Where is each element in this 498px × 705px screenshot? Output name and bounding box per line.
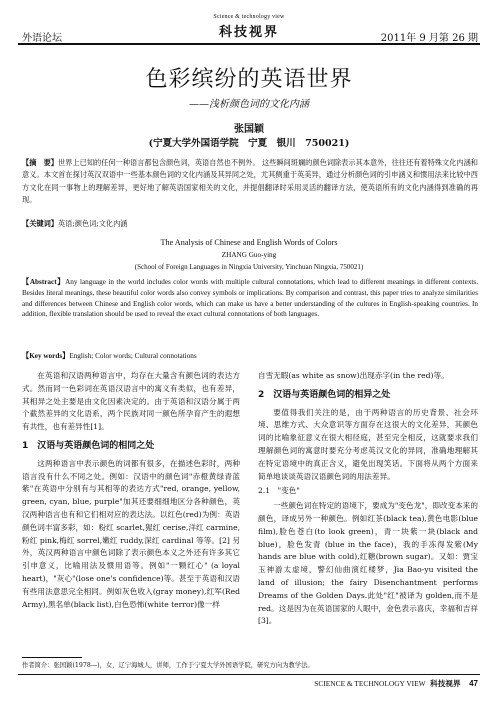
header-issue: 2011年 9 月第 26 期 (380, 33, 478, 44)
page-number: 47 (469, 679, 478, 688)
header-journal-en: Science & technology view (213, 14, 285, 20)
article-affiliation: (宁夏大学外国语学院 宁夏 银川 750021) (148, 138, 350, 149)
cn-keywords-text: 英语;颜色词;文化内涵 (57, 219, 128, 228)
footer-journal-en: SCIENCE & TECHNOLOGY VIEW (314, 679, 426, 688)
cn-keywords-label: 【关键词】 (22, 219, 58, 228)
en-keywords (22, 351, 478, 361)
en-title: The Analysis of Chinese and English Words of Colors (160, 238, 338, 247)
en-abstract-text: Any language in the world includes color words with multiple cultural connotations, which lead to different meanings in different contexts. Besides literal meanings, these beautiful color words also convey symbols or implications. By comparison and contrast, this paper tries to analyze similarities and differences between Chinese and English color words, which can make us have a better understanding of the cultures in English-speaking countries. In addition, flexible translation should be used to reveal the exact cultural connotations of both languages. (22, 278, 479, 319)
article-author: 张国颖 (234, 124, 264, 135)
body-paragraph: 这两种语言中表示颜色的词都有很多，在描述色彩时，两种语言没有什么不同之处。例如：汉语中的颜色词"赤橙黄绿青蓝紫"在英语中分别有与其相等的表达方式"red, orange, yellow, green, cyan, blue, purple"加其还要细细地区分各种颜色，英汉两种语言也有和它们相对应的表达法。以红色(red)为例：英语颜色词丰富多彩，如：粉红 scarlet,猩红 cerise,洋红 carmine,粉红 pink,梅红 sorrel,嫩红 ruddy,深红 cardinal 等等。[2] 另外，英汉两种语言中颜色词除了表示颜色本义之外还有许多其它引申意义，比喻用法及惯用语等。例如"一颗红心" (a loyal heart)，"灰心"(lose one's confidence)等。甚至于英语和汉语有些用法意思完全相同。例如灰色收入(gray money),红军(Red Army),黑名单(black list),白色恐怖(white terror)像一样 (22, 458, 240, 609)
cn-abstract (22, 157, 478, 206)
article-subtitle: ——浅析颜色词的文化内涵 (189, 99, 309, 110)
en-keywords-text: English; Color words; Cultural connotations (69, 352, 197, 360)
section-heading: 2 汉语与英语颜色词的相异之处 (258, 389, 391, 400)
footer-journal-cn: 科技视界 (430, 679, 461, 688)
body-paragraph: 要值得我们关注的是，由于两种语言的历史背景、社会环境、思维方式、大众意识等方面存在这很大的文化差异，其颜色词的比喻象征意义在很大相径庭，甚至完全相反，这就要求我们理解颜色词的寓意时要充分考虑英汉文化的异同，准确地理解其在特定语境中的真正含义，避免出现笑话。下面将从两个方面来简单地谈谈英语汉语颜色词的用法差异。 (258, 407, 478, 481)
body-right-column (258, 370, 478, 628)
cn-keywords (22, 219, 478, 229)
body-paragraph: 一些颜色词在特定的语境下，要成为"变色龙"，即改变本来的颜色，译成另外一种颜色。例如红茶(black tea),黄色电影(blue film),脸色苍白(to look green)，青一块紫一块(black and blue)，脸色发青 (blue in the face)，我的手冻得发紫(My hands are blue with cold),红糖(brown sugar)。又如：贾宝玉神游太虚境，警幻仙曲演红楼梦，Jia Bao-yu visited the land of illusion; the fairy Disenchantment performs Dreams of the Golden Days.此处"红"被译为 golden,而不是 red。这是因为在英语国家的人眼中，金色表示喜庆，幸福和吉祥[3]。 (258, 501, 478, 626)
cn-abstract-label: 【摘 要】 (22, 158, 59, 167)
body-paragraph: 自雪无暇(as white as snow)出现赤字(in the red)等。 (258, 371, 449, 380)
cn-abstract-text: 世界上已知的任何一种语言都包含颜色词，英语自然也不例外。 这些瞬间斑斓的颜色词除表示其本意外，往往还有着特殊文化内涵和意义。本文首在探讨英汉双语中一些基本颜色词的文化内涵及其异同之处，尤其侧重于英美异，通过分析颜色词的引申涵义和惯用法来比较中西方文化在同一事物上的理解差异，更好地了解英语国家相关的文化，并提倡翻译时采用灵活的翻译方法，使英语所有的文化内涵得到准确的再现。 (22, 158, 478, 204)
en-affiliation: (School of Foreign Languages in Ningxia University, Yinchuan Ningxia, 750021) (134, 263, 364, 271)
header-left: 外语论坛 (22, 33, 62, 44)
header-journal-cn: 科技视界 (218, 25, 279, 40)
footnote-rule (22, 657, 82, 658)
subsection-heading: 2.1 "变色" (258, 486, 300, 496)
en-abstract-label: 【Abstract】 (22, 278, 66, 286)
body-paragraph: 在英语和汉语两种语言中，均存在大量含有颜色词的表达方式。然而同一色彩词在英语汉语言中的寓义有类似，也有差异，其相异之处主要是由文化因素决定的。由于英语和汉语分属于两个截然差异的文化语系，两个民族对同一颜色所孕育产生的遐想有共性，也有差异性[1]。 (22, 371, 240, 432)
en-author: ZHANG Guo-ying (221, 251, 277, 259)
author-footnote: 作者简介：张国颖(1978—)，女，辽宁海城人，讲师，工作于宁夏大学外国语学院，研究方向为教学法。 (22, 662, 314, 669)
article-title: 色彩缤纷的英语世界 (145, 67, 353, 92)
en-keywords-label: 【Key words】 (22, 352, 70, 360)
body-left-column (22, 370, 240, 611)
header-rule (18, 43, 480, 45)
page-footer (314, 678, 478, 689)
en-abstract (22, 277, 478, 320)
section-heading: 1 汉语与英语颜色词的相同之处 (22, 440, 155, 451)
footer-rule (18, 674, 480, 675)
